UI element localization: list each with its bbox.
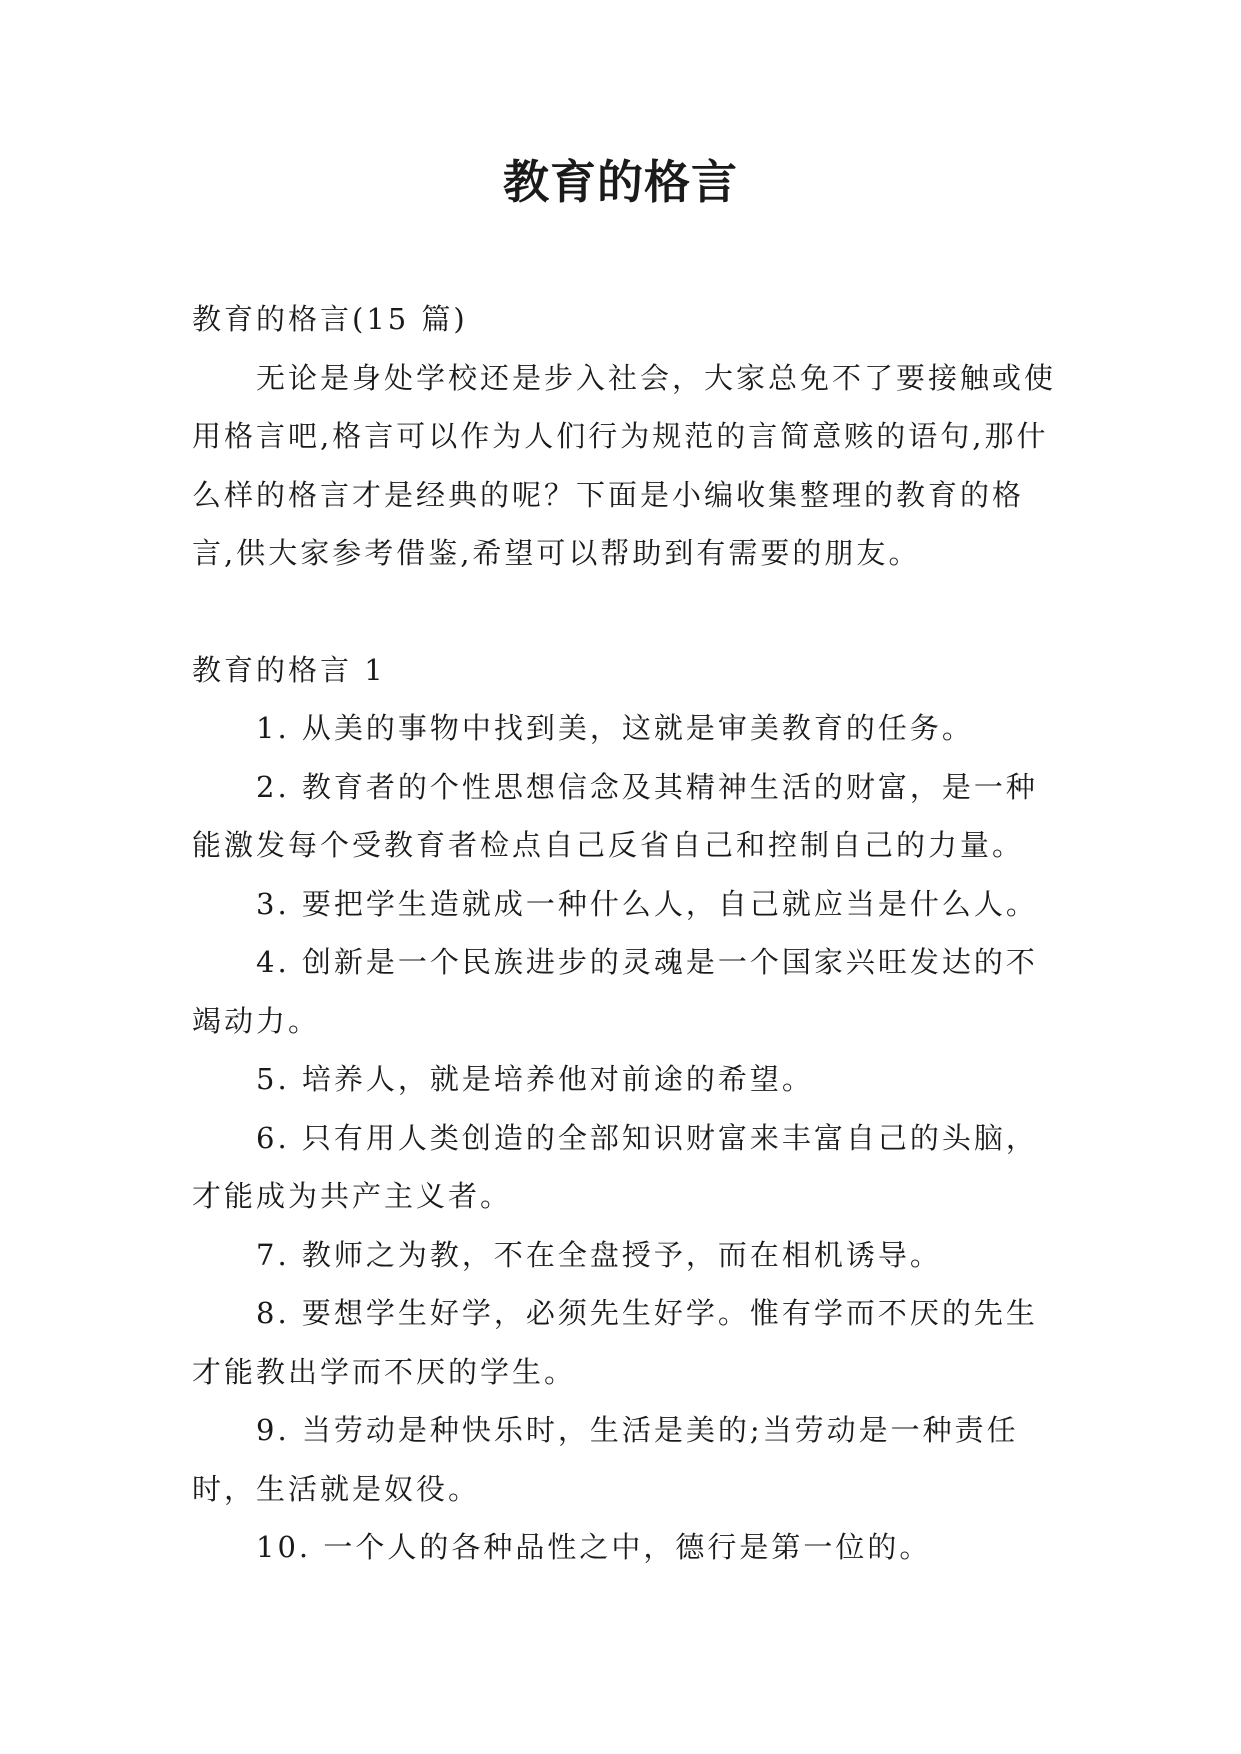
quote-item: 9. 当劳动是种快乐时，生活是美的;当劳动是一种责任时，生活就是奴役。 [192,1413,1019,1506]
intro-paragraph: 无论是身处学校还是步入社会，大家总免不了要接触或使用格言吧,格言可以作为人们行为规范的言简意赅的语句,那什么样的格言才是经典的呢？下面是小编收集整理的教育的格言,供大家参考借鉴,希望可以帮助到有需要的朋友。 [192,360,1057,570]
paragraph-spacer [192,583,1060,641]
quote-item: 10. 一个人的各种品性之中，德行是第一位的。 [256,1530,932,1564]
quote-item: 4. 创新是一个民族进步的灵魂是一个国家兴旺发达的不竭动力。 [192,945,1038,1038]
quote-item: 1. 从美的事物中找到美，这就是审美教育的任务。 [256,711,974,745]
quote-item: 5. 培养人，就是培养他对前途的希望。 [256,1062,814,1096]
quote-item: 7. 教师之为教，不在全盘授予，而在相机诱导。 [256,1237,942,1272]
quote-item: 8. 要想学生好学，必须先生好学。惟有学而不厌的先生才能教出学而不厌的学生。 [192,1296,1038,1389]
document-subtitle: 教育的格言(15 篇) [192,302,468,336]
document-title: 教育的格言 [503,155,738,209]
quote-item: 2. 教育者的个性思想信念及其精神生活的财富，是一种能激发每个受教育者检点自己反省自己和控制自己的力量。 [192,769,1038,862]
section-heading: 教育的格言 1 [192,652,386,687]
quote-item: 6. 只有用人类创造的全部知识财富来丰富自己的头脑，才能成为共产主义者。 [192,1120,1038,1213]
document-body [192,290,1060,1577]
quote-item: 3. 要把学生造就成一种什么人，自己就应当是什么人。 [256,886,1038,921]
